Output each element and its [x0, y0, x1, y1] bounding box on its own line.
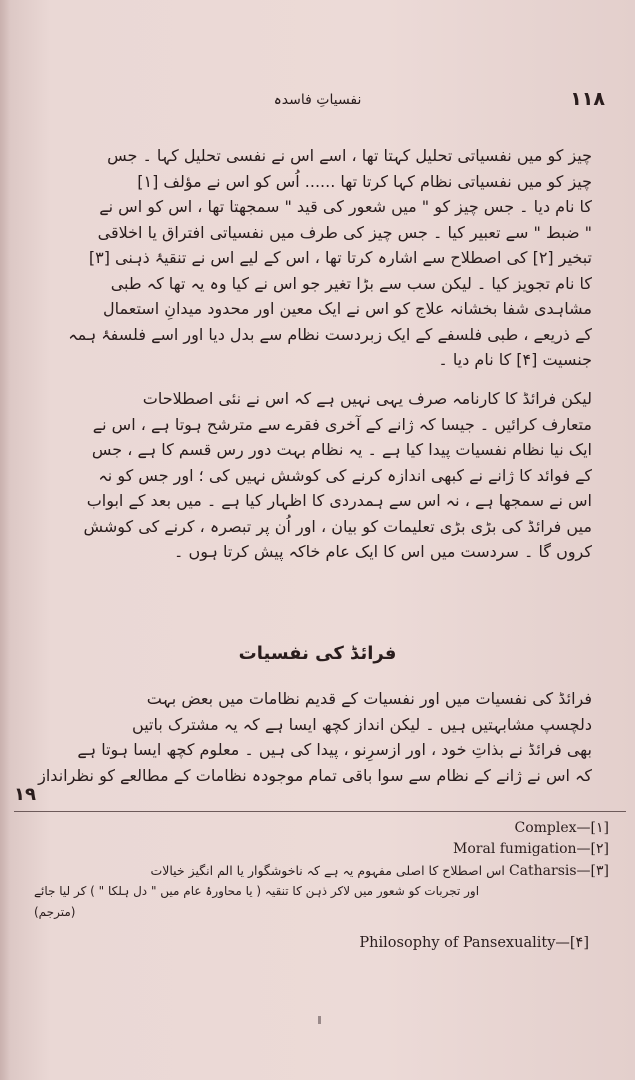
translator-note: (مترجم) [34, 905, 76, 919]
text-line: چیز کو میں نفسیاتی نظام کہا کرتا تھا ...... اُس کو اس نے مؤلف [۱] [137, 171, 592, 191]
footnote-divider [14, 811, 626, 812]
text-line: دلچسپ مشابہتیں ہیں ۔ لیکن انداز کچھ ایسا ہے کہ یہ مشترک باتیں [132, 714, 592, 734]
running-title: نفسیاتِ فاسدہ [273, 92, 362, 108]
section-heading: فرائڈ کی نفسیات [238, 643, 397, 664]
footnote-2: Moral fumigation—[۲] [453, 841, 609, 857]
text-line: لیکن فرائڈ کا کارنامہ صرف یہی نہیں ہے کہ اس نے نئی اصطلاحات [142, 389, 592, 408]
text-line: کا نام تجویز کیا ۔ لیکن سب سے بڑا تغیر جو اس نے کیا وہ یہ تھا کہ طبی [110, 273, 592, 293]
text-line: کے فوائد کا ژانے نے کبھی اندازہ کرنے کی کوشش نہیں کی ؛ اور جس کو نہ [98, 465, 592, 485]
paragraph-2 [22, 386, 592, 565]
text-line: " ضبط " سے تعبیر کیا ۔ جس چیز کی طرف میں نفسیاتی افتراق یا اخلاقی [97, 222, 592, 242]
text-line: جنسیت [۴] کا نام دیا ۔ [438, 350, 592, 369]
footnote-3-urdu: اس اصطلاح کا اصلی مفہوم یہ ہے کہ ناخوشگوار یا الم انگیز خیالات [150, 863, 505, 878]
text-line: مشاہدی شفا بخشانہ علاج کو اس نے ایک معین اور محدود میدانِ استعمال [103, 299, 592, 318]
footnotes [14, 818, 609, 954]
paragraph-3 [22, 686, 592, 788]
text-line: کروں گا ۔ سردست میں اس کا ایک عام خاکہ پیش کرتا ہوں ۔ [174, 542, 592, 561]
margin-number: ۱۹ [14, 784, 36, 805]
footnote-1: Complex—[۱] [514, 820, 609, 836]
footnote-3-continued: اور تجربات کو شعور میں لاکر ذہن کا تنقیہ ( یا محاورۂ عام میں " دل ہلکا " ) کر لیا جائے [34, 884, 480, 898]
footnote-4: Philosophy of Pansexuality—[۴] [359, 935, 589, 951]
text-line: چیز کو میں نفسیاتی تحلیل کہتا تھا ، اسے اس نے نفسی تحلیل کہا ۔ جس [107, 146, 592, 165]
text-line: فرائڈ کی نفسیات میں اور نفسیات کے قدیم نظامات میں بعض بہت [146, 689, 592, 708]
text-line: کا نام دیا ۔ جس چیز کو " میں شعور کی قید " سمجھتا تھا ، اس کو اس نے [99, 197, 592, 216]
text-line: کے ذریعے ، طبی فلسفے کے ایک زبردست نظام سے بدل دیا اور اسے فلسفۂ ہمہ [68, 324, 592, 344]
text-line: ایک نیا نظام نفسیات پیدا کیا ہے ۔ یہ نظام بہت دور رس قسم کا ہے ، جس [91, 440, 592, 459]
text-line: میں فرائڈ کی بڑی بڑی تعلیمات کو بیان ، اور اُن پر تبصرہ ، کرنے کی کوشش [83, 516, 592, 536]
text-line: اس نے سمجھا ہے ، نہ اس سے ہمدردی کا اظہار کیا ہے ۔ میں بعد کے ابواب [86, 491, 592, 510]
page-number: ۱۱۸ [570, 88, 605, 110]
paragraph-1 [22, 143, 592, 373]
text-line: کہ اس نے ژانے کے نظام سے سوا باقی تمام موجودہ نظامات کے مطالعے کو نظرانداز [38, 765, 592, 785]
text-line: تبخیر [۲] کی اصطلاح سے اشارہ کرتا تھا ، اس کے لیے اس نے تنقیۂ ذہنی [۳] [88, 248, 592, 267]
page-gutter-shadow [0, 0, 10, 1080]
page-mark [318, 1016, 321, 1024]
text-line: بھی فرائڈ نے بذاتِ خود ، اور ازسرِنو ، پیدا کی ہیں ۔ معلوم کچھ ایسا ہوتا ہے [77, 740, 592, 759]
footnote-3 [14, 860, 609, 881]
text-line: متعارف کرائیں ۔ جیسا کہ ژانے کے آخری فقرے سے مترشح ہوتا ہے ، اس نے [92, 414, 592, 434]
footnote-3-term: Catharsis—[۳] [508, 863, 609, 879]
